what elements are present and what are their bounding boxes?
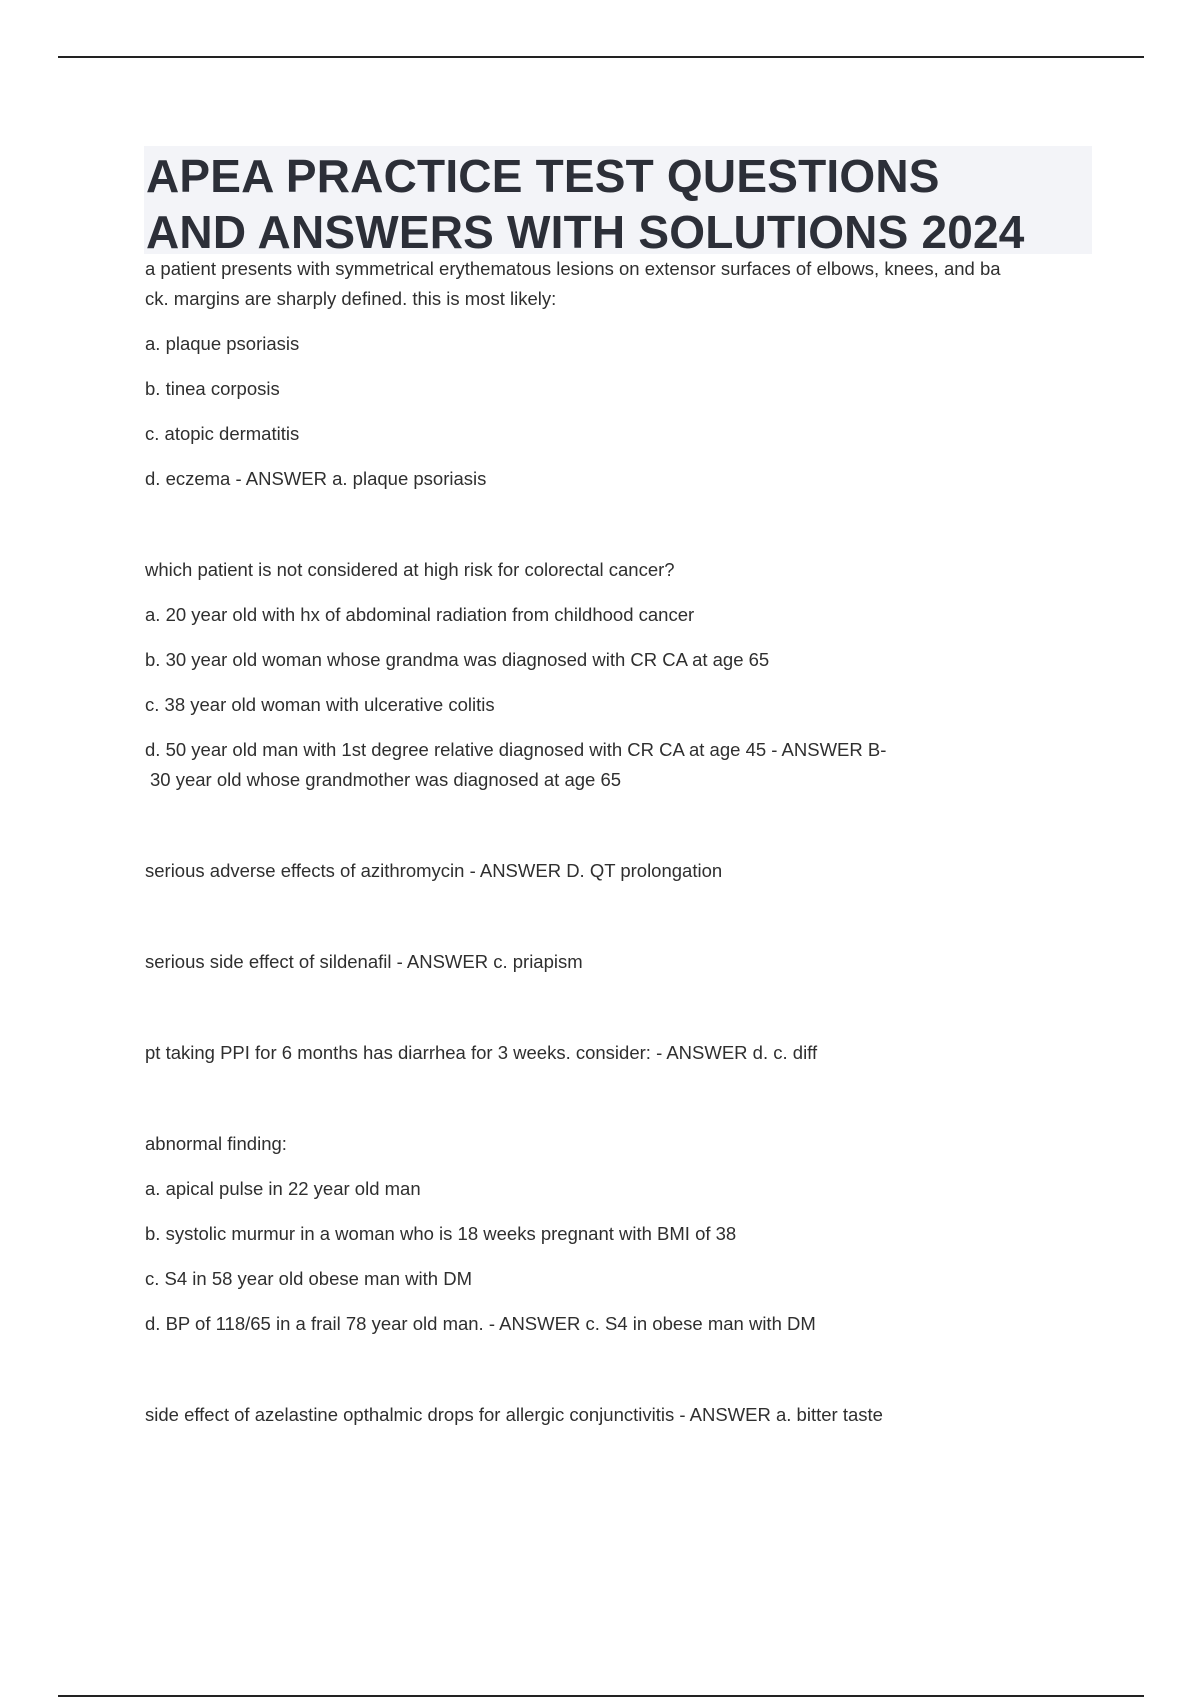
answer-option: b. tinea corposis xyxy=(145,378,280,399)
document-title xyxy=(146,148,1106,260)
title-line-1: APEA PRACTICE TEST QUESTIONS xyxy=(146,150,940,202)
answer-option: 30 year old whose grandmother was diagnosed at age 65 xyxy=(150,769,622,790)
question-stem: ck. margins are sharply defined. this is most likely: xyxy=(145,288,557,309)
title-line-2: AND ANSWERS WITH SOLUTIONS 2024 xyxy=(146,206,1025,258)
question-block: side effect of azelastine opthalmic drops for allergic conjunctivitis - ANSWER a. bitter taste xyxy=(145,1404,883,1425)
answer-option: b. systolic murmur in a woman who is 18 weeks pregnant with BMI of 38 xyxy=(145,1223,737,1244)
question-block xyxy=(145,555,1095,795)
question-stem: which patient is not considered at high risk for colorectal cancer? xyxy=(145,559,675,580)
answer-option: a. apical pulse in 22 year old man xyxy=(145,1178,421,1199)
question-stem: a patient presents with symmetrical erythematous lesions on extensor surfaces of elbows, knees, and ba xyxy=(145,258,1001,279)
answer-option: d. eczema - ANSWER a. plaque psoriasis xyxy=(145,468,487,489)
answer-option: c. 38 year old woman with ulcerative colitis xyxy=(145,694,495,715)
question-block: pt taking PPI for 6 months has diarrhea for 3 weeks. consider: - ANSWER d. c. diff xyxy=(145,1042,818,1063)
document-body xyxy=(145,254,1095,1445)
answer-option: c. atopic dermatitis xyxy=(145,423,300,444)
question-stem: abnormal finding: xyxy=(145,1133,287,1154)
answer-option: d. BP of 118/65 in a frail 78 year old man. - ANSWER c. S4 in obese man with DM xyxy=(145,1313,816,1334)
answer-option: b. 30 year old woman whose grandma was diagnosed with CR CA at age 65 xyxy=(145,649,770,670)
question-block: serious adverse effects of azithromycin - ANSWER D. QT prolongation xyxy=(145,860,723,881)
answer-option: a. 20 year old with hx of abdominal radiation from childhood cancer xyxy=(145,604,695,625)
top-rule xyxy=(58,56,1144,58)
answer-option: c. S4 in 58 year old obese man with DM xyxy=(145,1268,472,1289)
question-block xyxy=(145,1129,1095,1339)
answer-option: a. plaque psoriasis xyxy=(145,333,300,354)
bottom-rule xyxy=(58,1695,1144,1697)
question-block xyxy=(145,254,1095,494)
question-block: serious side effect of sildenafil - ANSWER c. priapism xyxy=(145,951,583,972)
answer-option: d. 50 year old man with 1st degree relative diagnosed with CR CA at age 45 - ANSWER B- xyxy=(145,739,887,760)
